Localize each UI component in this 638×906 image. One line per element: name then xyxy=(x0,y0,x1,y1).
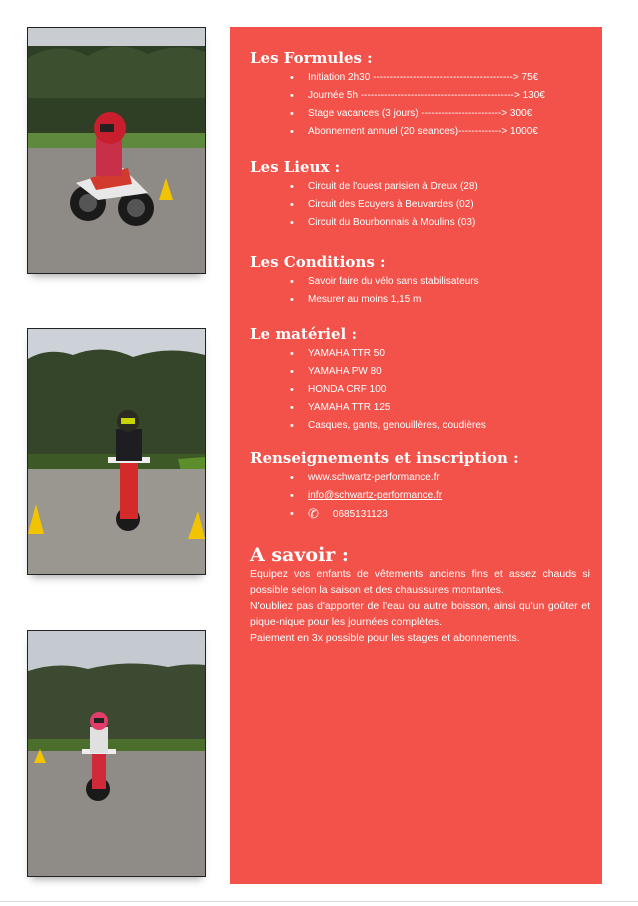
section-conditions xyxy=(250,253,590,309)
savoir-paragraph-2: N'oubliez pas d'apporter de l'eau ou autre boisson, ainsi qu'un goûter et pique-nique pour les journées complètes. xyxy=(250,600,590,628)
email-text[interactable]: info@schwartz-performance.fr xyxy=(308,490,443,501)
list-item: • Initiation 2h30 ------------------------------------------> 75€ xyxy=(308,69,590,87)
phone-item xyxy=(308,505,590,524)
section-materiel xyxy=(250,325,590,435)
website-text[interactable]: www.schwartz-performance.fr xyxy=(308,472,440,483)
phone-number: 0685131123 xyxy=(332,509,388,520)
list-item: • Savoir faire du vélo sans stabilisateurs xyxy=(308,273,590,291)
conditions-heading: Les Conditions : xyxy=(250,253,386,271)
list-item: • YAMAHA PW 80 xyxy=(308,363,590,381)
section-formules xyxy=(250,49,590,141)
savoir-paragraph-3: Paiement en 3x possible pour les stages et abonnements. xyxy=(250,632,520,644)
page-divider xyxy=(0,901,638,902)
list-item: • YAMAHA TTR 125 xyxy=(308,399,590,417)
section-renseignements xyxy=(250,449,590,524)
list-item: • Abonnement annuel (20 seances)-------------> 1000€ xyxy=(308,123,590,141)
savoir-heading: A savoir : xyxy=(250,544,349,566)
formules-list xyxy=(250,69,590,141)
lieux-list xyxy=(250,178,590,232)
phone-icon: ✆ xyxy=(308,506,319,521)
list-item: • Circuit des Ecuyers à Beuvardes (02) xyxy=(308,196,590,214)
list-item: • HONDA CRF 100 xyxy=(308,381,590,399)
list-item: • Circuit de l'ouest parisien à Dreux (28) xyxy=(308,178,590,196)
lieux-heading: Les Lieux : xyxy=(250,158,341,176)
photo-child-red-helmet-motorbike xyxy=(27,27,206,274)
photo-child-pink-helmet-motorbike xyxy=(27,630,206,877)
renseignements-heading: Renseignements et inscription : xyxy=(250,449,519,467)
email-link[interactable] xyxy=(308,487,590,505)
list-item: • Circuit du Bourbonnais à Moulins (03) xyxy=(308,214,590,232)
list-item: • Casques, gants, genouillères, coudières xyxy=(308,417,590,435)
conditions-list xyxy=(250,273,590,309)
list-item: • YAMAHA TTR 50 xyxy=(308,345,590,363)
materiel-heading: Le matériel : xyxy=(250,325,357,343)
website-link[interactable] xyxy=(308,469,590,487)
list-item: • Stage vacances (3 jours) ------------------------> 300€ xyxy=(308,105,590,123)
list-item: • Mesurer au moins 1,15 m xyxy=(308,291,590,309)
section-lieux xyxy=(250,158,590,232)
formules-heading: Les Formules : xyxy=(250,49,373,67)
savoir-paragraph-1: Equipez vos enfants de vêtements anciens fins et assez chauds si possible selon la saison et des chaussures montantes. xyxy=(250,568,590,596)
list-item: • Journée 5h ----------------------------------------------> 130€ xyxy=(308,87,590,105)
section-savoir xyxy=(250,544,590,646)
renseignements-list xyxy=(250,469,590,524)
photo-rider-red-honda xyxy=(27,328,206,575)
info-panel xyxy=(230,27,602,884)
materiel-list xyxy=(250,345,590,435)
